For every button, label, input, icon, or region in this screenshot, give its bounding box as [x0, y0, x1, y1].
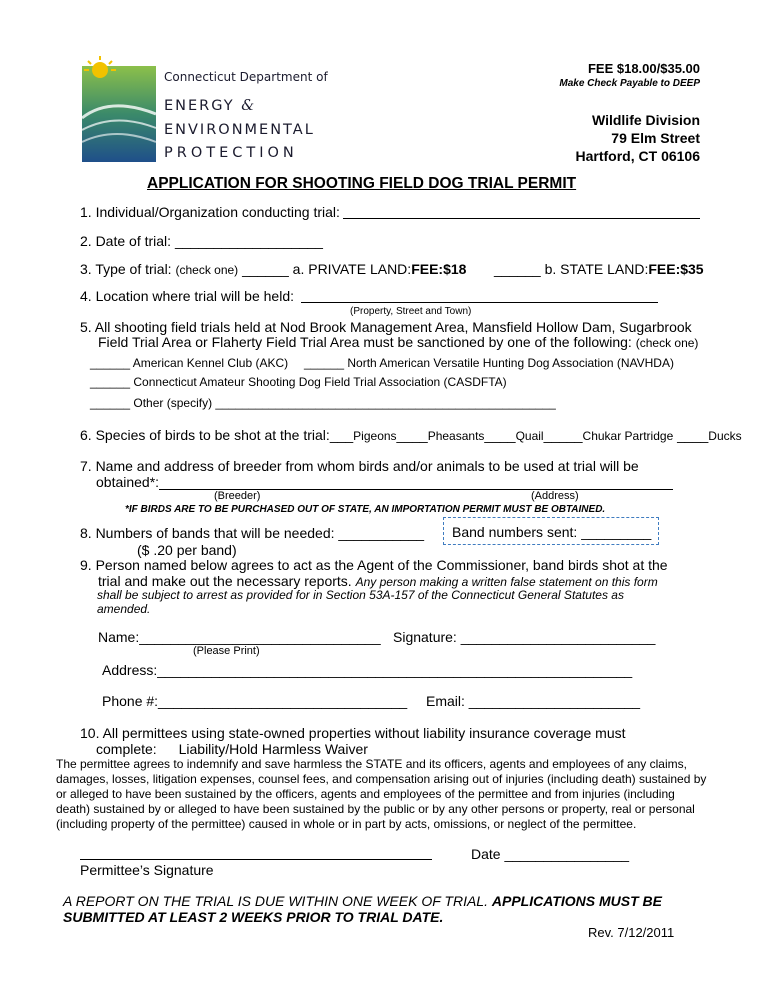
form-title: APPLICATION FOR SHOOTING FIELD DOG TRIAL PERMIT	[147, 175, 577, 192]
q9-line-2-italic: Any person making a written false statement on this form	[355, 575, 658, 589]
fee-note: Make Check Payable to DEEP	[559, 78, 700, 89]
permittee-signature-label: Permittee’s Signature	[80, 862, 214, 878]
waiver-title: Liability/Hold Harmless Waiver	[178, 741, 368, 757]
quail-blank[interactable]: ____	[484, 427, 516, 443]
phone-field[interactable]: Phone #:________________________________	[102, 693, 408, 709]
q9-line-1: 9. Person named below agrees to act as the Agent of the Commissioner, band birds shot at the	[80, 557, 668, 573]
deep-logo	[80, 56, 330, 166]
option-akc[interactable]: ______ American Kennel Club (AKC)	[90, 356, 289, 370]
report-due-text: A REPORT ON THE TRIAL IS DUE WITHIN ONE WEEK OF TRIAL.	[63, 893, 488, 909]
private-land-fee: FEE:$18	[411, 261, 467, 277]
ducks-blank[interactable]: ____	[673, 427, 709, 443]
pigeons-label: Pigeons	[353, 429, 397, 443]
submission-deadline-text: SUBMITTED AT LEAST 2 WEEKS PRIOR TO TRIAL DATE.	[63, 909, 444, 925]
q9-line-3: shall be subject to arrest as provided for in Section 53A-157 of the Connecticut General Statutes as	[97, 588, 624, 602]
pigeons-blank[interactable]: ___	[329, 427, 354, 443]
dept-line-2: ENERGY	[164, 98, 235, 114]
q1-label: 1. Individual/Organization conducting trial:	[80, 204, 340, 220]
q7-line-1: 7. Name and address of breeder from whom birds and/or animals to be used at trial will be	[80, 458, 639, 474]
q3-check-one: (check one)	[175, 263, 239, 277]
dept-line-4: PROTECTION	[164, 145, 298, 161]
dept-line-3: ENVIRONMENTAL	[164, 122, 315, 138]
date-of-trial-field[interactable]: ___________________	[174, 233, 323, 249]
q2-label: 2. Date of trial:	[80, 233, 172, 249]
price-per-band: ($ .20 per band)	[137, 542, 237, 558]
pheasants-blank[interactable]: ____	[396, 427, 428, 443]
private-land-blank[interactable]: ______	[242, 261, 289, 277]
chukar-blank[interactable]: _____	[543, 427, 583, 443]
revision-date: Rev. 7/12/2011	[588, 925, 675, 940]
q7-line-2: obtained*:	[96, 474, 160, 490]
q4-label: 4. Location where trial will be held:	[80, 288, 295, 304]
band-numbers-field[interactable]: _________	[581, 524, 652, 540]
location-field[interactable]	[301, 288, 658, 303]
q10-line-1: 10. All permittees using state-owned properties without liability insurance coverage must	[80, 725, 626, 741]
logo-graphic	[80, 56, 160, 166]
dept-amp: &	[241, 98, 255, 114]
q4-sublabel: (Property, Street and Town)	[350, 306, 472, 317]
q5-line-2: Field Trial Area or Flaherty Field Trial Area must be sanctioned by one of the following:	[98, 334, 632, 350]
private-land-option: a. PRIVATE LAND:	[292, 261, 412, 277]
q9-line-4: amended.	[97, 602, 151, 616]
q9-line-2: trial and make out the necessary reports.	[98, 573, 352, 589]
q3-label: 3. Type of trial:	[80, 261, 172, 277]
division-city: Hartford, CT 06106	[575, 148, 700, 164]
waiver-line: death) sustained by or alleged to have been sustained by the public or by any other persons or property, real or personal	[56, 802, 695, 816]
address-field[interactable]: Address:_____________________________________________________________	[102, 662, 633, 678]
option-other[interactable]: ______ Other (specify) ___________________________________________________	[90, 396, 556, 410]
q8-label: 8. Numbers of bands that will be needed:	[80, 525, 335, 541]
division-street: 79 Elm Street	[611, 130, 700, 146]
band-numbers-label: Band numbers sent:	[452, 524, 578, 540]
breeder-field[interactable]	[159, 475, 673, 490]
bands-needed-field[interactable]: ___________	[338, 525, 425, 541]
q6-label: 6. Species of birds to be shot at the trial:	[80, 427, 330, 443]
please-print-note: (Please Print)	[193, 645, 260, 657]
chukar-label: Chukar Partridge	[582, 429, 674, 443]
waiver-line: The permittee agrees to indemnify and save harmless the STATE and its officers, agents and employees of any claims,	[56, 757, 687, 771]
ducks-label: Ducks	[708, 429, 742, 443]
waiver-line: or alleged to have been sustained by the officers, agents and employees of the permittee and from injuries (including	[56, 787, 675, 801]
state-land-option: b. STATE LAND:	[544, 261, 649, 277]
option-casdfta[interactable]: ______ Connecticut Amateur Shooting Dog Field Trial Association (CASDFTA)	[90, 375, 507, 389]
email-field[interactable]: Email: ______________________	[426, 693, 641, 709]
quail-label: Quail	[515, 429, 544, 443]
band-numbers-box[interactable]	[443, 517, 659, 545]
waiver-line: damages, losses, litigation expenses, counsel fees, and compensation arising out of injuries (including death) sustained by	[56, 772, 707, 786]
division-name: Wildlife Division	[592, 112, 700, 128]
q5-line-1: 5. All shooting field trials held at Nod Brook Management Area, Mansfield Hollow Dam, Sugarbrook	[80, 319, 692, 335]
pheasants-label: Pheasants	[427, 429, 485, 443]
breeder-sublabel: (Breeder)	[214, 490, 261, 502]
waiver-line: (including property of the permittee) caused in whole or in part by acts, omissions, or neglect of the permittee.	[56, 817, 637, 831]
waiver-paragraph	[56, 757, 706, 832]
q10-line-2: complete:	[96, 741, 157, 757]
option-navhda[interactable]: ______ North American Versatile Hunting Dog Association (NAVHDA)	[304, 356, 674, 370]
import-permit-note: *IF BIRDS ARE TO BE PURCHASED OUT OF STATE, AN IMPORTATION PERMIT MUST BE OBTAINED.	[125, 504, 606, 515]
address-sublabel: (Address)	[531, 490, 579, 502]
dept-line-1: Connecticut Department of	[164, 70, 328, 84]
name-field[interactable]: Name:_______________________________	[98, 629, 381, 645]
organization-field[interactable]	[343, 204, 700, 219]
signature-date-field[interactable]: Date ________________	[471, 846, 630, 862]
permittee-signature-line[interactable]	[80, 845, 432, 860]
state-land-fee: FEE:$35	[648, 261, 704, 277]
state-land-blank[interactable]: ______	[494, 261, 541, 277]
signature-field[interactable]: Signature: _________________________	[393, 629, 656, 645]
applications-text: APPLICATIONS MUST BE	[491, 893, 662, 909]
fee-text: FEE $18.00/$35.00	[587, 61, 700, 76]
q5-check-one: (check one)	[635, 336, 699, 350]
